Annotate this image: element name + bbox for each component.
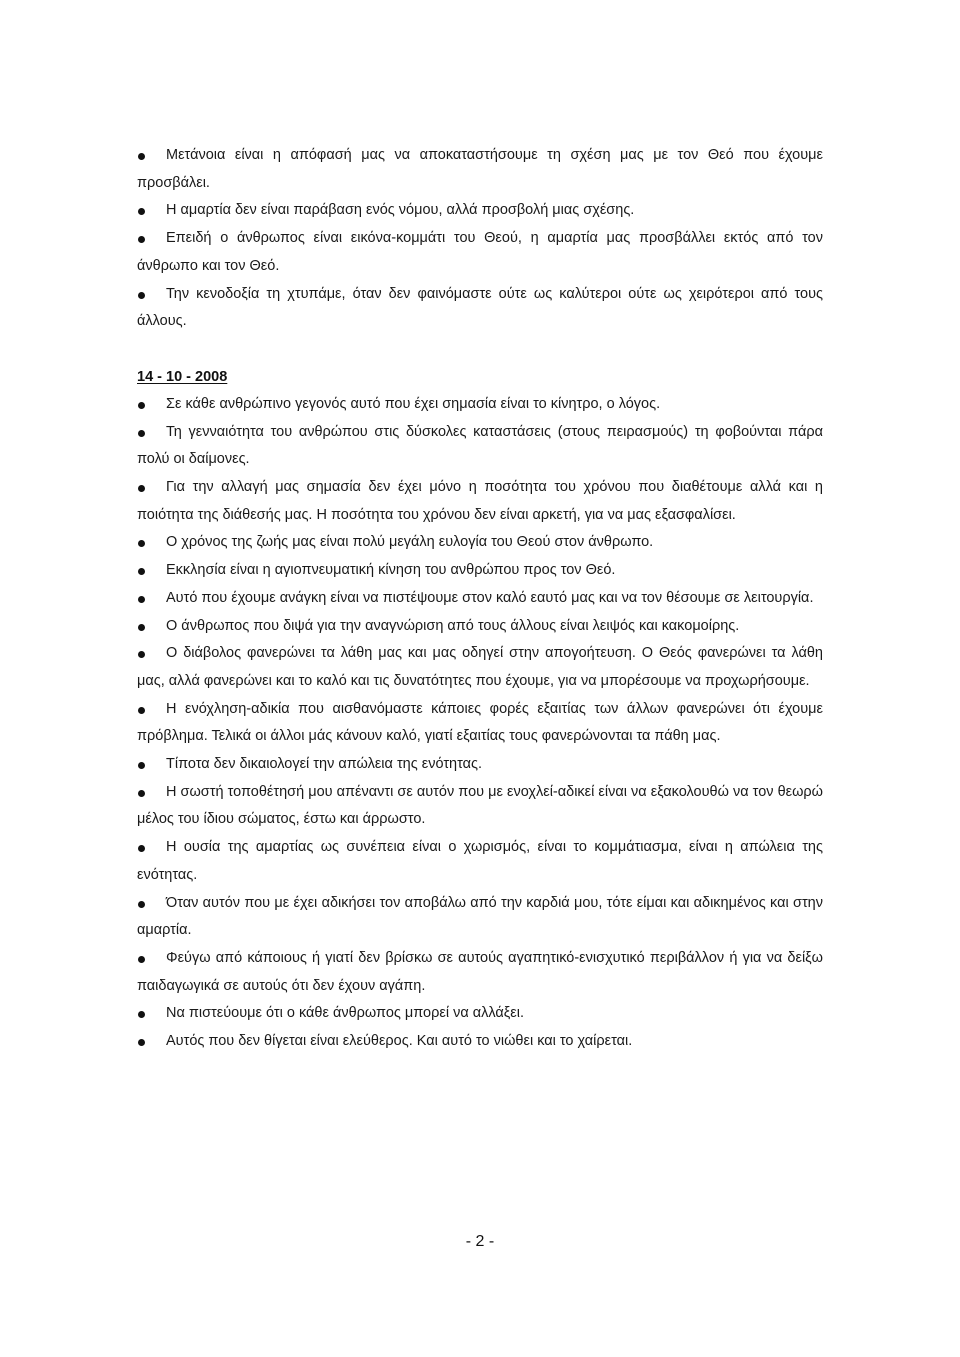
list-item <box>137 613 823 641</box>
bullet-icon <box>138 236 145 243</box>
bullet-icon <box>138 901 145 908</box>
bullet-list-2 <box>137 391 823 1056</box>
list-item-text: Η ενόχληση-αδικία που αισθανόμαστε κάποιες φορές εξαιτίας των άλλων φανερώνει ότι έχουμε πρόβλημα. Τελικά οι άλλοι μάς κάνουν καλό, γιατί εξαιτίας τους φανερώνονται τα πάθη μας. <box>137 700 823 745</box>
list-item <box>137 142 823 197</box>
list-item <box>137 640 823 695</box>
list-item-text: Μετάνοια είναι η απόφασή μας να αποκαταστήσουμε τη σχέση μας με τον Θεό που έχουμε προσβάλει. <box>137 147 823 191</box>
list-item <box>137 696 823 751</box>
list-item-text: Τίποτα δεν δικαιολογεί την απώλεια της ενότητας. <box>166 756 483 773</box>
list-item-text: Αυτό που έχουμε ανάγκη είναι να πιστέψουμε στον καλό εαυτό μας και να τον θέσουμε σε λειτουργία. <box>166 589 814 606</box>
list-item <box>137 474 823 529</box>
list-item <box>137 751 823 779</box>
list-item <box>137 419 823 474</box>
bullet-icon <box>138 707 145 714</box>
list-item-text: Η αμαρτία δεν είναι παράβαση ενός νόμου, αλλά προσβολή μιας σχέσης. <box>166 202 635 219</box>
list-item-text: Σε κάθε ανθρώπινο γεγονός αυτό που έχει σημασία είναι το κίνητρο, ο λόγος. <box>166 395 661 412</box>
list-item-text: Επειδή ο άνθρωπος είναι εικόνα-κομμάτι του Θεού, η αμαρτία μας προσβάλλει εκτός από τον άνθρωπο και τον Θεό. <box>137 230 823 274</box>
bullet-icon <box>138 790 145 797</box>
bullet-icon <box>138 292 145 299</box>
bullet-icon <box>138 956 145 963</box>
list-item <box>137 1028 823 1056</box>
bullet-icon <box>138 153 145 160</box>
bullet-icon <box>138 624 145 631</box>
list-item-text: Την κενοδοξία τη χτυπάμε, όταν δεν φαινόμαστε ούτε ως καλύτεροι ούτε ως χειρότεροι από τους άλλους. <box>137 285 823 330</box>
bullet-icon <box>138 402 145 409</box>
bullet-icon <box>138 540 145 547</box>
page-content <box>137 142 823 1056</box>
list-item <box>137 197 823 225</box>
list-item <box>137 281 823 336</box>
list-item <box>137 890 823 945</box>
list-item <box>137 391 823 419</box>
bullet-list-1 <box>137 142 823 336</box>
list-item <box>137 945 823 1000</box>
page-number: - 2 - <box>465 1233 495 1250</box>
list-item <box>137 585 823 613</box>
list-item-text: Εκκλησία είναι η αγιοπνευματική κίνηση του ανθρώπου προς τον Θεό. <box>166 562 616 579</box>
list-item-text: Για την αλλαγή μας σημασία δεν έχει μόνο η ποσότητα του χρόνου που διαθέτουμε αλλά και η ποιότητα της διάθεσής μας. Η ποσότητα του χρόνου δεν είναι αρκετή, για να μας εξασφαλίσει. <box>137 479 823 523</box>
list-item-text: Αυτός που δεν θίγεται είναι ελεύθερος. Και αυτό το νιώθει και το χαίρεται. <box>166 1033 633 1050</box>
list-item-text: Φεύγω από κάποιους ή γιατί δεν βρίσκω σε αυτούς αγαπητικό-ενισχυτικό περιβάλλον ή για να δείξω παιδαγωγικά σε αυτούς ότι δεν έχουν αγάπη. <box>137 949 823 994</box>
bullet-icon <box>138 1039 145 1046</box>
bullet-icon <box>138 596 145 603</box>
bullet-icon <box>138 1011 145 1018</box>
list-item-text: Ο διάβολος φανερώνει τα λάθη μας και μας οδηγεί στην απογοήτευση. Ο Θεός φανερώνει τα λάθη μας, αλλά φανερώνει και το καλό και τις δυνατότητες που έχουμε, για να μπορέσουμε να προχωρήσουμε. <box>137 645 823 689</box>
bullet-icon <box>138 568 145 575</box>
list-item-text: Όταν αυτόν που με έχει αδικήσει τον αποβάλω από την καρδιά μου, τότε είμαι και αδικημένος και στην αμαρτία. <box>137 894 823 939</box>
bullet-icon <box>138 430 145 437</box>
list-item <box>137 557 823 585</box>
date-heading: 14 - 10 - 2008 <box>137 368 228 385</box>
list-item-text: Να πιστεύουμε ότι ο κάθε άνθρωπος μπορεί να αλλάξει. <box>166 1005 524 1022</box>
list-item-text: Ο χρόνος της ζωής μας είναι πολύ μεγάλη ευλογία του Θεού στον άνθρωπο. <box>166 534 654 551</box>
list-item <box>137 834 823 889</box>
list-item <box>137 1000 823 1028</box>
list-item-text: Ο άνθρωπος που διψά για την αναγνώριση από τους άλλους είναι λειψός και κακομοίρης. <box>166 617 740 634</box>
bullet-icon <box>138 651 145 658</box>
list-item <box>137 225 823 280</box>
bullet-icon <box>138 845 145 852</box>
list-item-text: Τη γενναιότητα του ανθρώπου στις δύσκολες καταστάσεις (στους πειρασμούς) τη φοβούνται πάρα πολύ οι δαίμονες. <box>137 423 823 468</box>
list-item-text: Η σωστή τοποθέτησή μου απέναντι σε αυτόν που με ενοχλεί-αδικεί είναι να εξακολουθώ να τον θεωρώ μέλος του ίδιου σώματος, έστω και άρρωστο. <box>137 783 823 828</box>
bullet-icon <box>138 208 145 215</box>
list-item-text: Η ουσία της αμαρτίας ως συνέπεια είναι ο χωρισμός, είναι το κομμάτιασμα, είναι η απώλεια της ενότητας. <box>137 839 823 883</box>
bullet-icon <box>138 762 145 769</box>
bullet-icon <box>138 485 145 492</box>
list-item <box>137 779 823 834</box>
list-item <box>137 529 823 557</box>
